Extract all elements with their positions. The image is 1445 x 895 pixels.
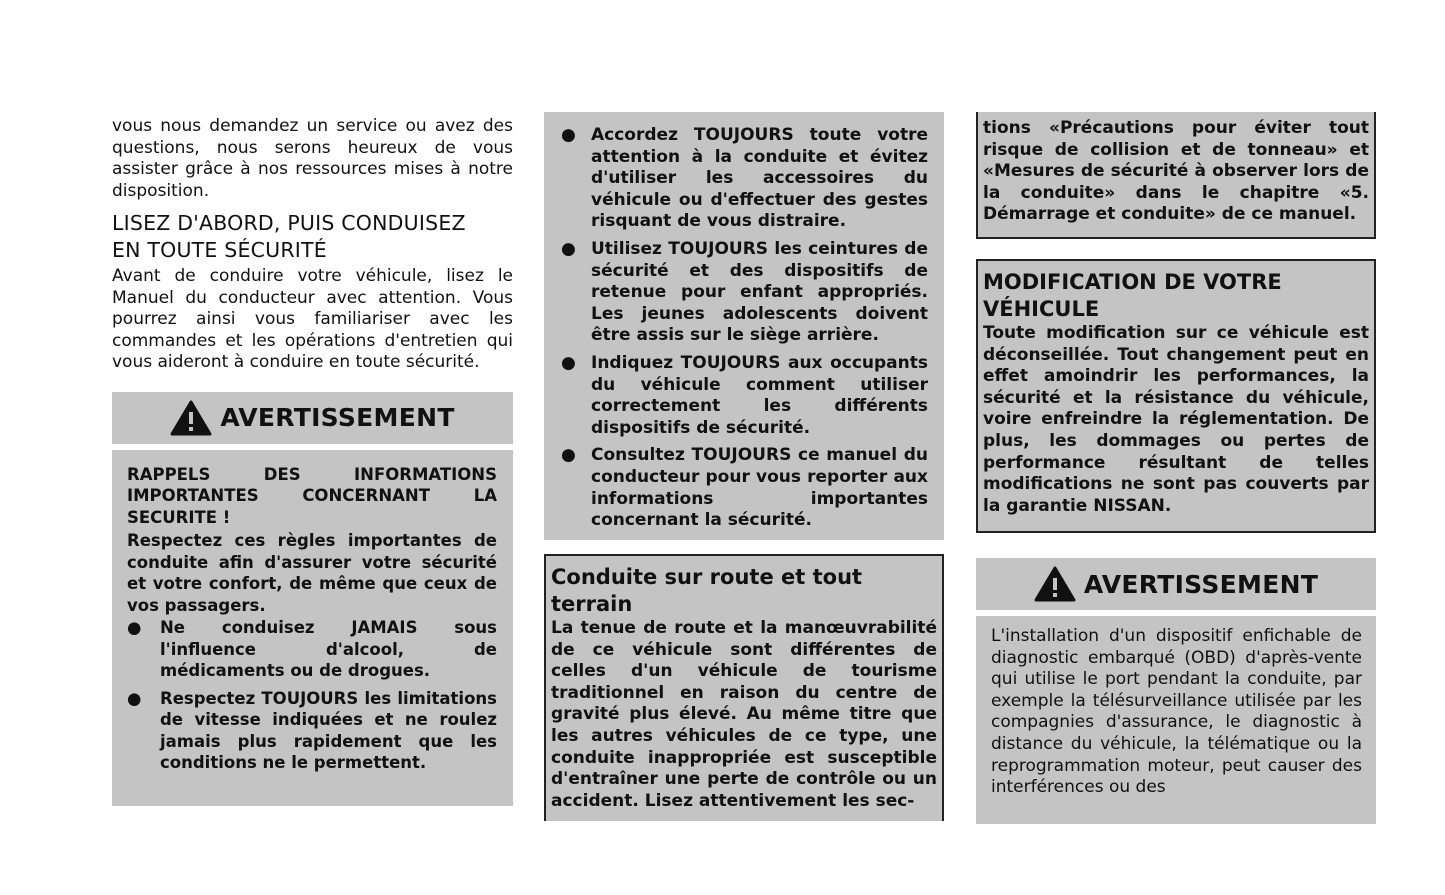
list-item: ● Ne conduisez JAMAIS sous l'influence d'alcool, de médicaments ou de drogues. [127,618,497,680]
safety-bullet-list [561,125,928,532]
continuation-text: tions «Précautions pour éviter tout risque de collision et de tonneau» et «Mesures de sécurité à observer lors de la conduite» dans le chapitre «5. Démarrage et conduite» de ce manuel. [983,118,1369,225]
list-item: ● Utilisez TOUJOURS les ceintures de sécurité et des dispositifs de retenue pour enfant appropriés. Les jeunes adolescents doivent être assis sur le siège arrière. [561,238,928,346]
offroad-text: La tenue de route et la manœuvrabilité de ce véhicule sont différentes de celles d'un véhicule de tourisme traditionnel en raison du centre de gravité plus élevé. Au même titre que les autres véhicules de ce type, une conduite inappropriée est susceptible d'entraîner une perte de contrôle ou un accident. Lisez attentivement les sec- [551,618,937,811]
section-title [112,210,513,264]
modification-text: Toute modification sur ce véhicule est déconseillée. Tout changement peut en effet amoindrir les performances, la sécurité et la résistance du véhicule, voire enfreindre la réglementation. De plus, les dommages ou pertes de performance résultant de telles modifications ne sont pas couverts par la garantie NISSAN. [983,323,1369,516]
warning-subheading: RAPPELS DES INFORMATIONS IMPORTANTES CONCERNANT LA SECURITE ! [127,464,497,527]
warning-triangle-icon [170,400,212,436]
bullet-dot-icon: ● [561,352,576,373]
warning-heading: AVERTISSEMENT [1083,569,1319,599]
offroad-box [544,554,944,821]
section-title-line1: LISEZ D'ABORD, PUIS CONDUISEZ [112,211,466,235]
warning-header [112,392,513,444]
modification-title: MODIFICATION DE VOTRE VÉHICULE [983,270,1282,321]
warning-bullet-list [127,617,497,774]
safety-bullets-box [544,112,944,540]
list-item: ● Consultez TOUJOURS ce manuel du conducteur pour vous reporter aux informations importantes concernant la sécurité. [561,445,928,531]
list-item: ● Respectez TOUJOURS les limitations de vitesse indiquées et ne roulez jamais plus rapidement que les conditions ne le permettent. [127,688,497,772]
offroad-title: Conduite sur route et tout terrain [551,565,863,616]
bullet-dot-icon: ● [127,688,142,708]
intro-paragraph: vous nous demandez un service ou avez des questions, nous serons heureux de vous assister grâce à nos ressources mises à notre disposition. [112,116,513,201]
column-1 [112,116,513,806]
continuation-box [976,112,1376,239]
warning-box-2 [976,558,1376,824]
list-item: ● Accordez TOUJOURS toute votre attention à la conduite et évitez d'utiliser les accessoires du véhicule ou d'effectuer des gestes risquant de vous distraire. [561,125,928,232]
warning-text: Respectez ces règles importantes de conduite afin d'assurer votre sécurité et votre confort, de même que ceux de vos passagers. [127,531,497,615]
warning-body [112,450,513,806]
bullet-dot-icon: ● [561,445,576,466]
warning-text: L'installation d'un dispositif enfichable de diagnostic embarqué (OBD) d'après-vente qui utilise le port pendant la conduite, par exemple la télésurveillance utilisée par les compagnies d'assurance, le diagnostic à distance du véhicule, la télématique ou la reprogrammation moteur, peut causer des interférences ou des [991,626,1362,798]
warning-header [976,558,1376,610]
section-title-line2: EN TOUTE SÉCURITÉ [112,238,327,262]
bullet-dot-icon: ● [561,125,576,145]
warning-body [976,616,1376,824]
warning-heading: AVERTISSEMENT [220,403,455,432]
modification-box [976,259,1376,533]
bullet-dot-icon: ● [127,618,142,637]
list-item: ● Indiquez TOUJOURS aux occupants du véhicule comment utiliser correctement les différents dispositifs de sécurité. [561,352,928,438]
warning-triangle-icon [1034,566,1076,602]
section-paragraph: Avant de conduire votre véhicule, lisez le Manuel du conducteur avec attention. Vous pourrez ainsi vous familiariser avec les commandes et les opérations d'entretien qui vous aideront à conduire en toute sécurité. [112,266,513,372]
bullet-dot-icon: ● [561,238,576,259]
